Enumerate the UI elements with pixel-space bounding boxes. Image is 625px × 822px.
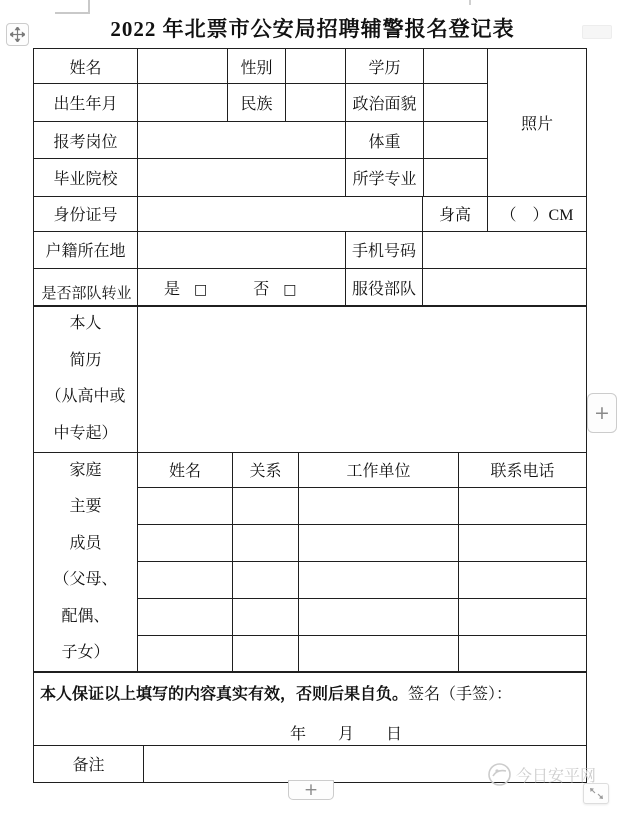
family-phone-cell[interactable] bbox=[459, 487, 587, 524]
gender-input-cell[interactable] bbox=[286, 49, 346, 84]
no-label: 否 bbox=[253, 280, 270, 298]
add-row-button[interactable] bbox=[288, 780, 334, 800]
family-workunit-cell[interactable] bbox=[299, 524, 459, 561]
id-contact-table bbox=[33, 196, 587, 307]
position-input-cell[interactable] bbox=[138, 122, 346, 159]
table-move-handle[interactable] bbox=[6, 23, 29, 46]
pledge-table bbox=[33, 671, 587, 746]
family-workunit-cell[interactable] bbox=[299, 598, 459, 635]
pledge-statement: 本人保证以上填写的内容真实有效，否则后果自负。签名（手签）： bbox=[40, 686, 513, 703]
family-name-cell[interactable] bbox=[138, 598, 233, 635]
residence-label: 户籍所在地 bbox=[34, 231, 138, 268]
weight-input-cell[interactable] bbox=[424, 122, 488, 159]
political-label: 政治面貌 bbox=[346, 84, 424, 122]
name-input-cell[interactable] bbox=[138, 49, 228, 84]
family-name-cell[interactable] bbox=[138, 524, 233, 561]
add-column-button[interactable] bbox=[587, 393, 617, 433]
family-phone-cell[interactable] bbox=[459, 635, 587, 672]
watermark-text: 今日安平网 bbox=[516, 768, 597, 785]
school-input-cell[interactable] bbox=[138, 159, 346, 197]
family-name-cell[interactable] bbox=[138, 487, 233, 524]
birth-label: 出生年月 bbox=[34, 84, 138, 122]
family-workunit-cell[interactable] bbox=[299, 635, 459, 672]
remarks-input-cell[interactable] bbox=[144, 745, 587, 782]
no-checkbox-icon[interactable]: □ bbox=[283, 281, 297, 298]
selection-corner-mark bbox=[55, 0, 90, 14]
table-resize-handle[interactable] bbox=[583, 783, 609, 804]
family-workunit-cell[interactable] bbox=[299, 561, 459, 598]
family-header-name: 姓名 bbox=[138, 452, 233, 487]
mobile-label: 手机号码 bbox=[346, 231, 423, 268]
family-relation-cell[interactable] bbox=[233, 487, 299, 524]
mobile-input-cell[interactable] bbox=[423, 231, 587, 268]
pledge-cell bbox=[34, 672, 587, 746]
faded-toolbar-remnant bbox=[582, 25, 612, 39]
plus-icon: + bbox=[594, 402, 610, 424]
family-phone-cell[interactable] bbox=[459, 561, 587, 598]
school-label: 毕业院校 bbox=[34, 159, 138, 197]
family-name-cell[interactable] bbox=[138, 635, 233, 672]
signature-label: 签名（手签）： bbox=[408, 686, 513, 703]
residence-input-cell[interactable] bbox=[138, 231, 346, 268]
family-name-cell[interactable] bbox=[138, 561, 233, 598]
yes-label: 是 bbox=[164, 280, 181, 298]
ethnicity-input-cell[interactable] bbox=[286, 84, 346, 122]
military-transfer-options bbox=[138, 268, 346, 306]
id-number-label: 身份证号 bbox=[34, 196, 138, 231]
resume-table bbox=[33, 305, 587, 453]
major-label: 所学专业 bbox=[346, 159, 424, 197]
position-label: 报考岗位 bbox=[34, 122, 138, 159]
birth-input-cell[interactable] bbox=[138, 84, 228, 122]
family-phone-cell[interactable] bbox=[459, 598, 587, 635]
selection-tick-mark bbox=[469, 0, 471, 5]
basic-info-table bbox=[33, 48, 587, 197]
remarks-table bbox=[33, 745, 587, 783]
move-icon bbox=[10, 27, 25, 42]
family-table bbox=[33, 452, 587, 673]
resume-input-cell[interactable] bbox=[138, 306, 587, 453]
remarks-label: 备注 bbox=[34, 745, 144, 782]
height-label: 身高 bbox=[423, 196, 488, 231]
family-header-phone: 联系电话 bbox=[459, 452, 587, 487]
family-relation-cell[interactable] bbox=[233, 635, 299, 672]
family-relation-cell[interactable] bbox=[233, 561, 299, 598]
major-input-cell[interactable] bbox=[424, 159, 488, 197]
height-value-cell[interactable]: （ ）CM bbox=[488, 196, 587, 231]
education-input-cell[interactable] bbox=[424, 49, 488, 84]
family-phone-cell[interactable] bbox=[459, 524, 587, 561]
political-input-cell[interactable] bbox=[424, 84, 488, 122]
family-relation-cell[interactable] bbox=[233, 524, 299, 561]
family-label: 家庭 主要 成员 （父母、 配偶、 子女） bbox=[34, 452, 138, 672]
id-number-input-cell[interactable] bbox=[138, 196, 423, 231]
family-header-workunit: 工作单位 bbox=[299, 452, 459, 487]
family-relation-cell[interactable] bbox=[233, 598, 299, 635]
resize-icon bbox=[589, 787, 604, 800]
weight-label: 体重 bbox=[346, 122, 424, 159]
education-label: 学历 bbox=[346, 49, 424, 84]
registration-form-table bbox=[33, 48, 586, 783]
family-workunit-cell[interactable] bbox=[299, 487, 459, 524]
ethnicity-label: 民族 bbox=[228, 84, 286, 122]
military-transfer-label: 是否部队转业 bbox=[34, 268, 138, 306]
service-unit-label: 服役部队 bbox=[346, 268, 423, 306]
gender-label: 性别 bbox=[228, 49, 286, 84]
name-label: 姓名 bbox=[34, 49, 138, 84]
photo-cell[interactable]: 照片 bbox=[488, 49, 587, 197]
service-unit-input-cell[interactable] bbox=[423, 268, 587, 306]
pledge-date-line: 年 月 日 bbox=[290, 726, 403, 743]
family-header-relation: 关系 bbox=[233, 452, 299, 487]
resume-label: 本人 简历 （从高中或 中专起） bbox=[34, 306, 138, 453]
form-title: 2022 年北票市公安局招聘辅警报名登记表 bbox=[110, 17, 515, 41]
yes-checkbox-icon[interactable]: □ bbox=[194, 281, 208, 298]
plus-icon: + bbox=[303, 780, 319, 800]
